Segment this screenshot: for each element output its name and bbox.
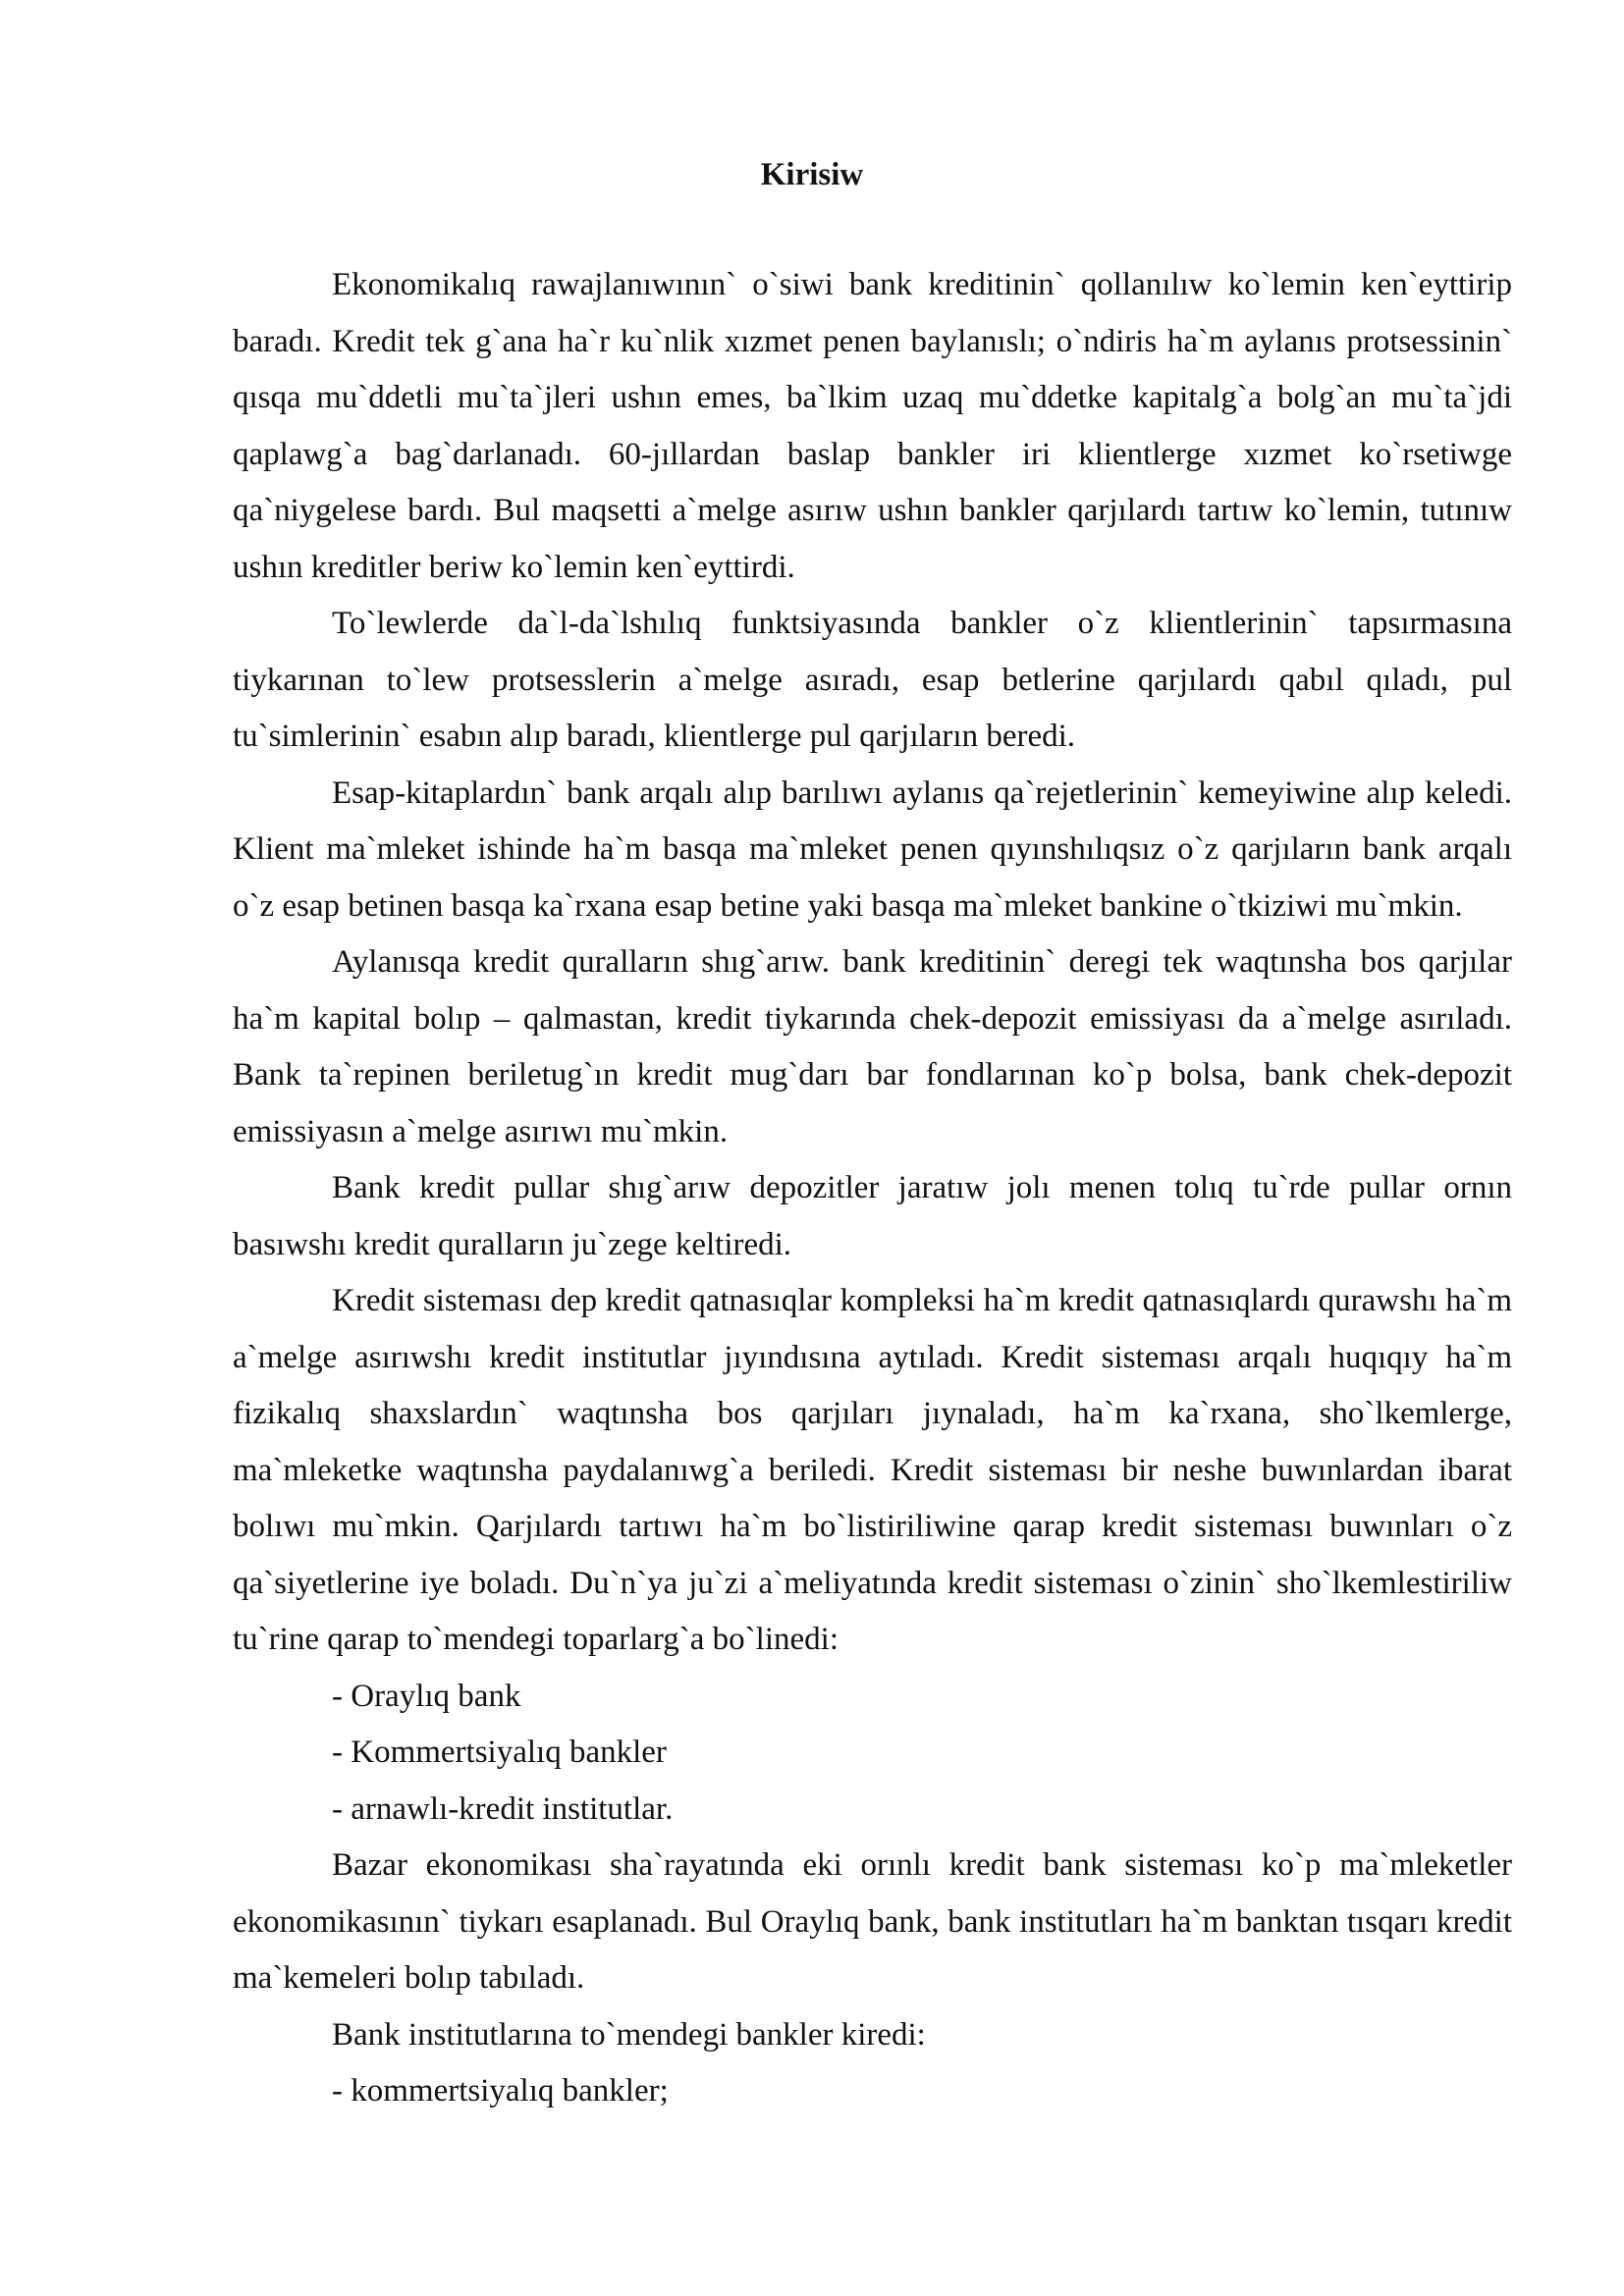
list-item: - Oraylıq bank: [332, 1678, 521, 1714]
list-item: - kommertsiyalıq bankler;: [332, 2073, 669, 2109]
paragraph: Bazar ekonomikası sha`rayatında eki orınlı kredit bank sisteması ko`p ma`mleketler ekonomikasının` tiykarı esaplanadı. Bul Oraylıq bank, bank institutları ha`m banktan tısqarı kredit ma`kemeleri bolıp tabıladı.: [233, 1847, 1512, 1996]
paragraph: Aylanısqa kredit quralların shıg`arıw. bank kreditinin` deregi tek waqtınsha bos qarjılar ha`m kapital bolıp – qalmastan, kredit tiykarında chek-depozit emissiyası da a`melge asırıladı. Bank ta`repinen beriletug`ın kredit mug`darı bar fondlarınan ko`p bolsa, bank chek-depozit emissiyasın a`melge asırıwı mu`mkin.: [233, 944, 1512, 1149]
paragraph: Ekonomikalıq rawajlanıwının` o`siwi bank kreditinin` qollanılıw ko`lemin ken`eyttirip baradı. Kredit tek g`ana ha`r ku`nlik xızmet penen baylanıslı; o`ndiris ha`m aylanıs protsessinin` qısqa mu`ddetli mu`ta`jleri ushın emes, ba`lkim uzaq mu`ddetke kapitalg`a bolg`an mu`ta`jdi qaplawg`a bag`darlanadı. 60-jıllardan baslap bankler iri klientlerge xızmet ko`rsetiwge qa`niygelese bardı. Bul maqsetti a`melge asırıw ushın bankler qarjılardı tartıw ko`lemin, tutınıw ushın kreditler beriw ko`lemin ken`eyttirdi.: [233, 267, 1512, 585]
paragraph: Kredit sisteması dep kredit qatnasıqlar kompleksi ha`m kredit qatnasıqlardı qurawshı ha`m a`melge asırıwshı kredit institutlar jıyındısına aytıladı. Kredit sisteması arqalı huqıqıy ha`m fizikalıq shaxslardın` waqtınsha bos qarjıları jıynaladı, ha`m ka`rxana, sho`lkemlerge, ma`mleketke waqtınsha paydalanıwg`a beriledi. Kredit sisteması bir neshe buwınlardan ibarat bolıwı mu`mkin. Qarjılardı tartıwı ha`m bo`listiriliwine qarap kredit sisteması buwınları o`z qa`siyetlerine iye boladı. Du`n`ya ju`zi a`meliyatında kredit sisteması o`zinin` sho`lkemlestiriliw tu`rine qarap to`mendegi toparlarg`a bo`linedi:: [233, 1283, 1512, 1657]
paragraph: Bank institutlarına to`mendegi bankler kiredi:: [332, 2016, 926, 2053]
document-title: Kirisiw: [760, 157, 864, 192]
document-body: [233, 257, 1512, 2120]
paragraph: Esap-kitaplardın` bank arqalı alıp barılıwı aylanıs qa`rejetlerinin` kemeyiwine alıp keledi. Klient ma`mleket ishinde ha`m basqa ma`mleket penen qıyınshılıqsız o`z qarjıların bank arqalı o`z esap betinen basqa ka`rxana esap betine yaki basqa ma`mleket bankine o`tkiziwi mu`mkin.: [233, 774, 1512, 924]
paragraph: Bank kredit pullar shıg`arıw depozitler jaratıw jolı menen tolıq tu`rde pullar ornın basıwshı kredit quralların ju`zege keltiredi.: [233, 1170, 1512, 1262]
paragraph: To`lewlerde da`l-da`lshılıq funktsiyasında bankler o`z klientlerinin` tapsırmasına tiykarınan to`lew protsesslerin a`melge asıradı, esap betlerine qarjılardı qabıl qıladı, pul tu`simlerinin` esabın alıp baradı, klientlerge pul qarjıların beredi.: [233, 606, 1512, 754]
list-item: - Kommertsiyalıq bankler: [332, 1735, 667, 1770]
list-item: - arnawlı-kredit institutlar.: [332, 1790, 674, 1827]
